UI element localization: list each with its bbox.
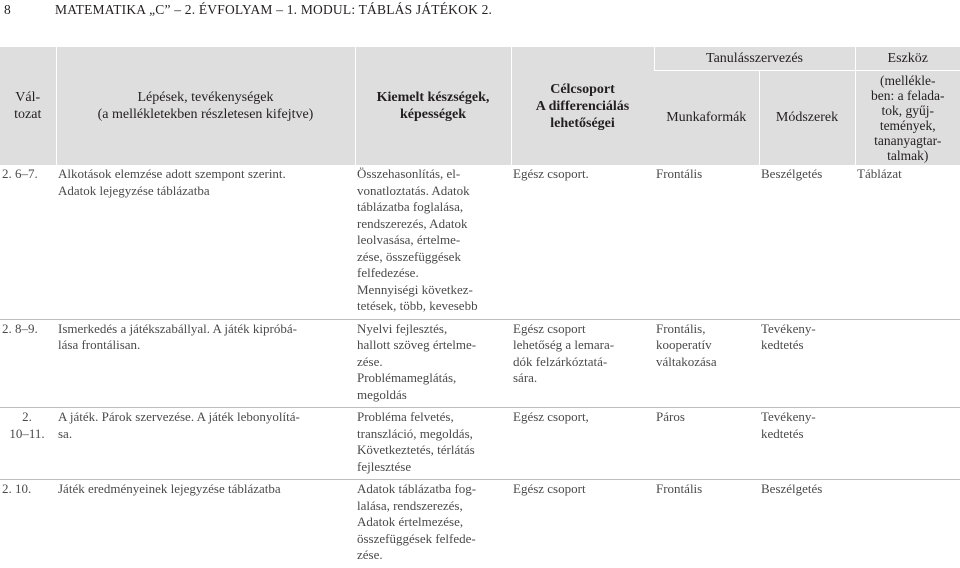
- table-row: [0, 408, 960, 480]
- row-method: Tevékeny- kedtetés: [759, 319, 855, 408]
- header-valtozat-label: Vál- tozat: [14, 90, 42, 122]
- table-row: [0, 319, 960, 408]
- running-header: [0, 2, 960, 22]
- header-eszkoz-sub: [855, 70, 960, 165]
- table-row: [0, 165, 960, 319]
- page-number: 8: [4, 2, 11, 17]
- row-tool: [855, 408, 960, 480]
- row-target: Egész csoport lehetőség a lemara- dók felzárkóztatá- sára.: [511, 319, 654, 408]
- row-target: Egész csoport.: [511, 165, 654, 319]
- row-skills: Nyelvi fejlesztés, hallott szöveg értelme- zése. Problémameglátás, megoldás: [355, 319, 511, 408]
- row-work-form: Páros: [654, 408, 759, 480]
- row-tool: [855, 480, 960, 568]
- row-work-form: Frontális: [656, 481, 703, 496]
- row-skills: Adatok táblázatba fog- lalása, rendszerezés, Adatok értelmezése, összefüggések felfede- zése.: [357, 481, 477, 562]
- row-method: Tevékeny- kedtetés: [759, 408, 855, 480]
- row-tool: Táblázat: [855, 165, 960, 319]
- row-step: 2. 10–11.: [0, 408, 56, 480]
- row-step: 2. 10.: [2, 481, 32, 496]
- row-activity: Alkotások elemzése adott szempont szerint. Adatok lejegyzése táblázatba: [56, 165, 355, 319]
- row-step: 2. 8–9.: [0, 319, 56, 408]
- header-keszsegek: Kiemelt készségek, képességek: [355, 47, 511, 165]
- row-activity: Játék eredményeinek lejegyzése táblázatba: [58, 481, 281, 496]
- row-target: Egész csoport: [513, 481, 586, 496]
- row-work-form: Frontális: [654, 165, 759, 319]
- row-tool: [855, 319, 960, 408]
- header-celcsoport-sub: A differenciálás lehetőségei: [535, 98, 630, 131]
- header-row-1: [0, 47, 960, 70]
- row-activity: Ismerkedés a játékszabállyal. A játék kipróbá- lása frontálisan.: [56, 319, 355, 408]
- row-method: Beszélgetés: [759, 165, 855, 319]
- row-skills: Összehasonlítás, el- vonatloztatás. Adatok táblázatba foglalása, rendszerezés, Adatok leolvasása, értelme- zése, összefüggések felfedezése. Mennyiségi következ- tetések, több, kevesebb: [355, 165, 511, 319]
- header-modszerek: Módszerek: [759, 70, 855, 165]
- header-munkaformak: Munkaformák: [654, 70, 759, 165]
- table-row: [0, 480, 960, 568]
- row-step: 2. 6–7.: [0, 165, 56, 319]
- lesson-plan-table: [0, 47, 960, 568]
- header-celcsoport-title: Célcsoport: [550, 81, 615, 97]
- row-target: Egész csoport,: [511, 408, 654, 480]
- row-skills: Probléma felvetés, transzláció, megoldás, Következtetés, térlátás fejlesztése: [355, 408, 511, 480]
- header-lepesek: [56, 47, 355, 165]
- row-work-form: Frontális, kooperatív váltakozása: [654, 319, 759, 408]
- header-eszkoz-sub-label: (mellékle- ben: a felada- tok, gyűj- temények, tananyagtar- talmak): [871, 72, 945, 163]
- header-lepesek-title: Lépések, tevékenységek: [137, 90, 274, 105]
- header-celcsoport: [511, 47, 654, 165]
- header-eszkoz: Eszköz: [855, 47, 960, 70]
- header-tanulasszervezes: Tanulásszervezés: [654, 47, 855, 70]
- row-activity: A játék. Párok szervezése. A játék lebonyolítá- sa.: [56, 408, 355, 480]
- header-text: MATEMATIKA „C” – 2. ÉVFOLYAM – 1. MODUL: TÁBLÁS JÁTÉKOK 2.: [55, 2, 493, 17]
- header-lepesek-sub: (a mellékletekben részletesen kifejtve): [97, 107, 314, 122]
- row-method: Beszélgetés: [761, 481, 823, 496]
- header-valtozat: [0, 47, 56, 165]
